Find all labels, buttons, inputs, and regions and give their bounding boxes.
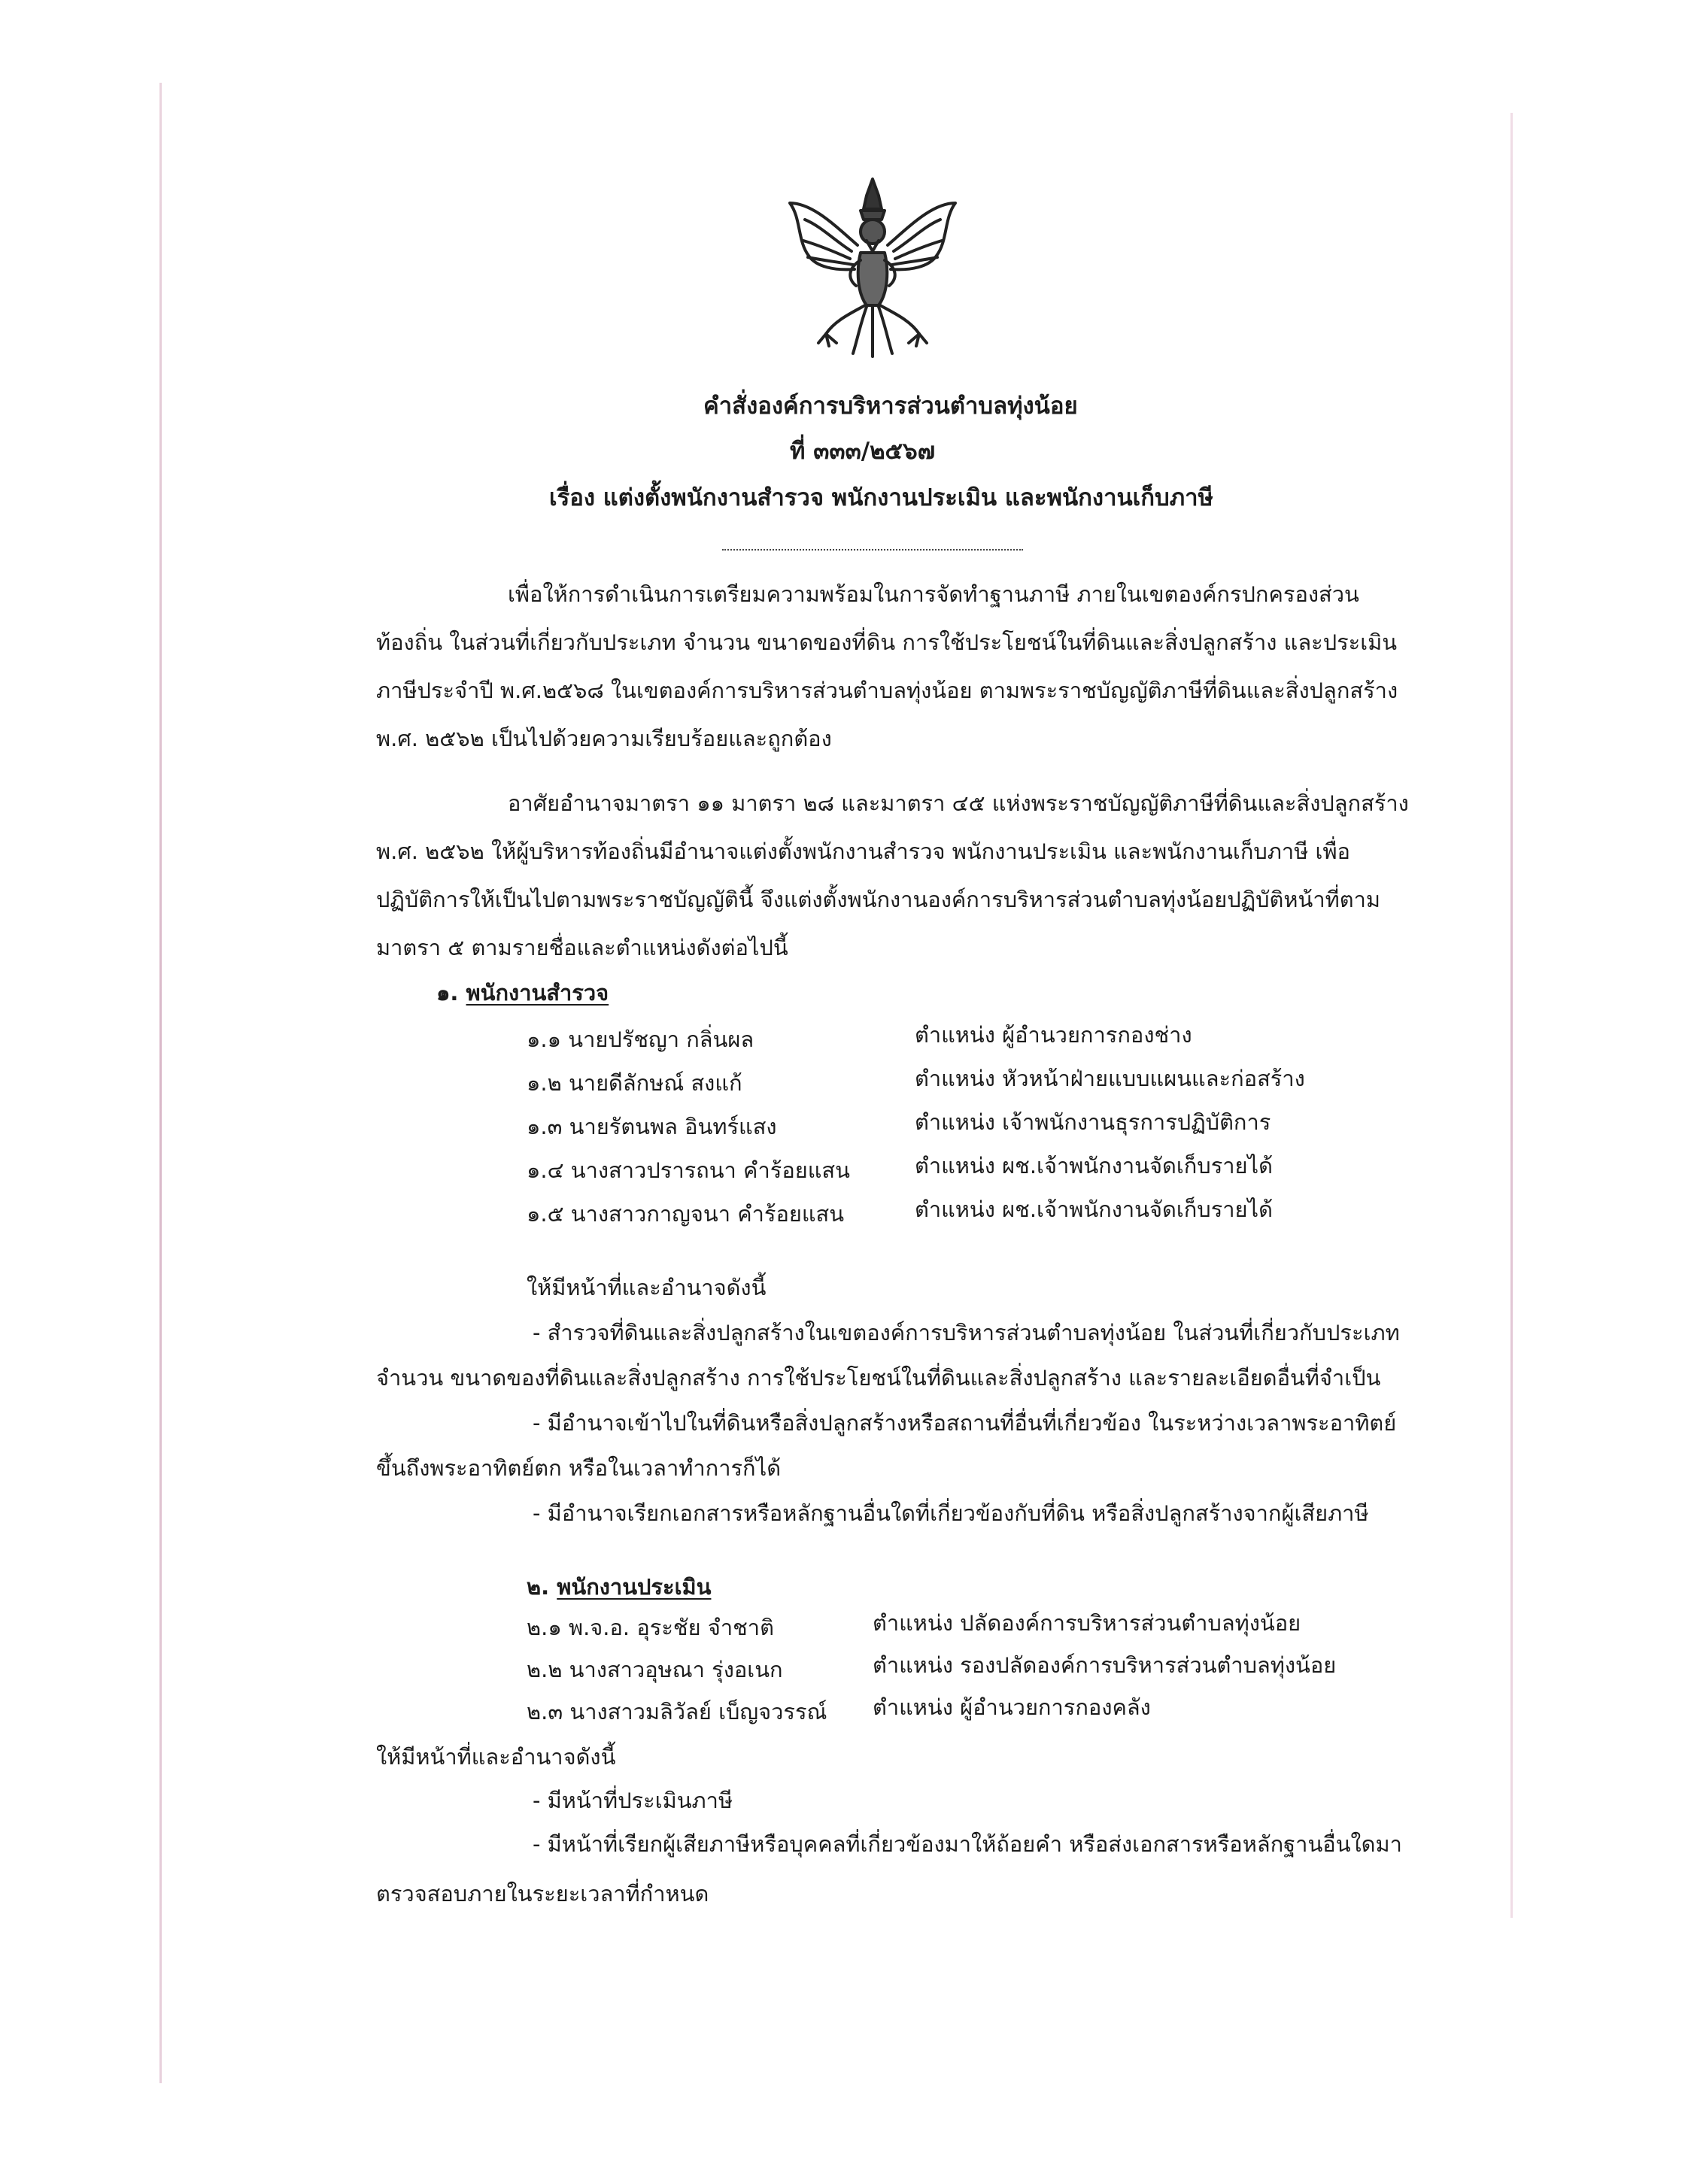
section2-title: พนักงานประเมิน xyxy=(557,1574,712,1600)
section1-title: พนักงานสำรวจ xyxy=(466,980,609,1006)
section2-member-name: ๒.๒ นางสาวอุษณา รุ่งอเนก xyxy=(527,1657,783,1682)
section2-duty-line: - มีหน้าที่ประเมินภาษี xyxy=(533,1788,733,1813)
separator-dots xyxy=(722,549,1023,551)
order-subject: เรื่อง แต่งตั้งพนักงานสำรวจ พนักงานประเมิน และพนักงานเก็บภาษี xyxy=(549,484,1213,511)
section2-member-name: ๒.๑ พ.จ.อ. อุระชัย จำชาติ xyxy=(527,1615,774,1640)
section1-duty-line: - มีอำนาจเรียกเอกสารหรือหลักฐานอื่นใดที่เกี่ยวข้องกับที่ดิน หรือสิ่งปลูกสร้างจากผู้เสียภาษี xyxy=(533,1500,1369,1526)
section2-duty-line: - มีหน้าที่เรียกผู้เสียภาษีหรือบุคคลที่เกี่ยวข้องมาให้ถ้อยคำ หรือส่งเอกสารหรือหลักฐานอื่นใดมา xyxy=(533,1831,1402,1857)
section2-duties-intro: ให้มีหน้าที่และอำนาจดังนี้ xyxy=(376,1744,616,1770)
section1-member-name: ๑.๑ นายปรัชญา กลิ่นผล xyxy=(527,1027,754,1052)
section2-member-position: ตำแหน่ง รองปลัดองค์การบริหารส่วนตำบลทุ่งน้อย xyxy=(873,1652,1337,1678)
authority-line-2: พ.ศ. ๒๕๖๒ ให้ผู้บริหารท้องถิ่นมีอำนาจแต่งตั้งพนักงานสำรวจ พนักงานประเมิน และพนักงานเก็บภาษี เพื่อ xyxy=(376,839,1350,864)
authority-line-3: ปฏิบัติการให้เป็นไปตามพระราชบัญญัตินี้ จึงแต่งตั้งพนักงานองค์การบริหารส่วนตำบลทุ่งน้อยปฏิบัติหน้าที่ตาม xyxy=(376,887,1380,912)
section1-heading xyxy=(436,978,609,1008)
section1-duties-intro: ให้มีหน้าที่และอำนาจดังนี้ xyxy=(527,1275,767,1300)
intro-line-4: พ.ศ. ๒๕๖๒ เป็นไปด้วยความเรียบร้อยและถูกต้อง xyxy=(376,726,832,751)
section1-duty-line: - มีอำนาจเข้าไปในที่ดินหรือสิ่งปลูกสร้างหรือสถานที่อื่นที่เกี่ยวข้อง ในระหว่างเวลาพระอาทิตย์ xyxy=(533,1410,1397,1436)
section1-number: ๑. xyxy=(436,980,459,1006)
section1-member-name: ๑.๓ นายรัตนพล อินทร์แสง xyxy=(527,1114,777,1139)
section2-duty-line: ตรวจสอบภายในระยะเวลาที่กำหนด xyxy=(376,1881,709,1906)
section1-member-name: ๑.๕ นางสาวกาญจนา คำร้อยแสน xyxy=(527,1201,845,1227)
section1-member-name: ๑.๒ นายดีลักษณ์ สงแก้ xyxy=(527,1070,742,1096)
order-number: ที่ ๓๓๓/๒๕๖๗ xyxy=(790,438,936,465)
section1-member-position: ตำแหน่ง เจ้าพนักงานธุรการปฏิบัติการ xyxy=(915,1109,1271,1135)
authority-line-1: อาศัยอำนาจมาตรา ๑๑ มาตรา ๒๘ และมาตรา ๔๕ แห่งพระราชบัญญัติภาษีที่ดินและสิ่งปลูกสร้าง xyxy=(508,790,1409,816)
section1-member-name: ๑.๔ นางสาวปรารถนา คำร้อยแสน xyxy=(527,1157,850,1183)
intro-line-3: ภาษีประจำปี พ.ศ.๒๕๖๘ ในเขตองค์การบริหารส่วนตำบลทุ่งน้อย ตามพระราชบัญญัติภาษีที่ดินและสิ่งปลูกสร้าง xyxy=(376,678,1398,703)
section1-duty-line: ขึ้นถึงพระอาทิตย์ตก หรือในเวลาทำการก็ได้ xyxy=(376,1455,782,1481)
section1-duty-line: จำนวน ขนาดของที่ดินและสิ่งปลูกสร้าง การใช้ประโยชน์ในที่ดินและสิ่งปลูกสร้าง และรายละเอียดอื่นที่จำเป็น xyxy=(376,1365,1381,1391)
section2-heading xyxy=(527,1572,711,1602)
page-edge-right xyxy=(1510,113,1513,1918)
order-org-title: คำสั่งองค์การบริหารส่วนตำบลทุ่งน้อย xyxy=(703,393,1078,420)
intro-line-1: เพื่อให้การดำเนินการเตรียมความพร้อมในการจัดทำฐานภาษี ภายในเขตองค์กรปกครองส่วน xyxy=(508,581,1359,607)
section1-member-position: ตำแหน่ง ผู้อำนวยการกองช่าง xyxy=(915,1022,1192,1048)
authority-line-4: มาตรา ๕ ตามรายชื่อและตำแหน่งดังต่อไปนี้ xyxy=(376,935,788,960)
section2-member-name: ๒.๓ นางสาวมลิวัลย์ เบ็ญจวรรณ์ xyxy=(527,1699,827,1724)
section2-number: ๒. xyxy=(527,1574,550,1600)
garuda-emblem-icon xyxy=(782,173,963,361)
section2-member-position: ตำแหน่ง ปลัดองค์การบริหารส่วนตำบลทุ่งน้อย xyxy=(873,1610,1301,1636)
section1-duty-line: - สำรวจที่ดินและสิ่งปลูกสร้างในเขตองค์การบริหารส่วนตำบลทุ่งน้อย ในส่วนที่เกี่ยวกับประเภท xyxy=(533,1320,1400,1345)
section1-member-position: ตำแหน่ง ผช.เจ้าพนักงานจัดเก็บรายได้ xyxy=(915,1153,1273,1178)
section1-member-position: ตำแหน่ง ผช.เจ้าพนักงานจัดเก็บรายได้ xyxy=(915,1197,1273,1222)
intro-line-2: ท้องถิ่น ในส่วนที่เกี่ยวกับประเภท จำนวน ขนาดของที่ดิน การใช้ประโยชน์ในที่ดินและสิ่งปลูกสร้าง และประเมิน xyxy=(376,629,1398,655)
page-edge-left xyxy=(159,83,162,2083)
section1-member-position: ตำแหน่ง หัวหน้าฝ่ายแบบแผนและก่อสร้าง xyxy=(915,1066,1305,1091)
section2-member-position: ตำแหน่ง ผู้อำนวยการกองคลัง xyxy=(873,1694,1151,1720)
